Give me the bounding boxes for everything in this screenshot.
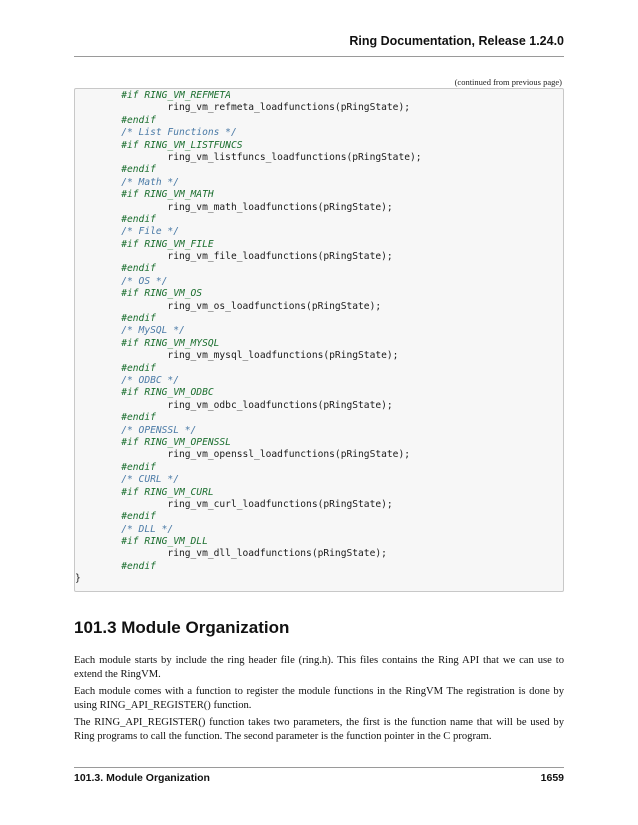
preprocessor-directive: #if RING_VM_DLL — [121, 536, 208, 548]
code-line — [75, 127, 563, 139]
continued-label: (continued from previous page) — [454, 77, 562, 87]
preprocessor-directive: #if RING_VM_REFMETA — [121, 90, 231, 101]
preprocessor-directive: #if RING_VM_MATH — [121, 189, 214, 201]
code-line — [75, 561, 563, 573]
code-statement: ring_vm_file_loadfunctions(pRingState); — [167, 251, 393, 263]
code-statement: ring_vm_curl_loadfunctions(pRingState); — [167, 498, 393, 510]
code-line — [75, 350, 563, 362]
code-line — [75, 251, 563, 263]
code-line — [75, 412, 563, 424]
code-comment: /* CURL */ — [121, 474, 179, 486]
code-line — [75, 536, 563, 548]
code-comment: /* OS */ — [121, 275, 168, 287]
preprocessor-directive: #endif — [121, 461, 156, 473]
preprocessor-directive: #endif — [121, 313, 156, 325]
code-comment: /* OPENSSL */ — [121, 424, 197, 436]
code-line — [75, 425, 563, 437]
code-line — [75, 511, 563, 523]
code-line — [75, 400, 563, 412]
code-line — [75, 152, 563, 164]
code-line — [75, 115, 563, 127]
preprocessor-directive: #endif — [121, 412, 156, 424]
code-line — [75, 90, 563, 102]
preprocessor-directive: #endif — [121, 164, 156, 176]
code-line — [75, 487, 563, 499]
footer-page-number: 1659 — [540, 772, 564, 784]
preprocessor-directive: #if RING_VM_OS — [121, 288, 203, 300]
code-lines — [75, 89, 563, 586]
code-line — [75, 449, 563, 461]
code-comment: /* MySQL */ — [121, 325, 185, 337]
code-statement: ring_vm_openssl_loadfunctions(pRingState); — [167, 449, 411, 461]
code-line — [75, 164, 563, 176]
code-line — [75, 226, 563, 238]
code-line — [75, 276, 563, 288]
code-statement: ring_vm_os_loadfunctions(pRingState); — [167, 300, 382, 312]
code-statement: } — [75, 573, 81, 585]
code-line — [75, 363, 563, 375]
paragraph-api-register: The RING_API_REGISTER() function takes two parameters, the first is the function name that will be used by Ring programs to call the function. The second parameter is the function pointer in the C program. — [74, 717, 564, 742]
code-statement: ring_vm_refmeta_loadfunctions(pRingState); — [167, 102, 411, 114]
section-heading: 101.3 Module Organization — [74, 618, 290, 637]
preprocessor-directive: #endif — [121, 213, 156, 225]
code-line — [75, 140, 563, 152]
code-statement: ring_vm_mysql_loadfunctions(pRingState); — [167, 350, 399, 362]
footer-section-label: 101.3. Module Organization — [74, 772, 210, 784]
code-statement: ring_vm_dll_loadfunctions(pRingState); — [167, 548, 387, 560]
code-line — [75, 301, 563, 313]
code-comment: /* File */ — [121, 226, 179, 238]
preprocessor-directive: #if RING_VM_ODBC — [121, 387, 214, 399]
paragraph-intro: Each module starts by include the ring header file (ring.h). This files contains the Ring API that we can use to extend the RingVM. — [74, 655, 564, 680]
footer-divider — [74, 767, 564, 768]
running-header-title: Ring Documentation, Release 1.24.0 — [349, 34, 564, 48]
code-line — [75, 214, 563, 226]
code-line — [75, 325, 563, 337]
code-line — [75, 102, 563, 114]
code-line — [75, 437, 563, 449]
code-line — [75, 202, 563, 214]
code-line — [75, 573, 563, 585]
code-line — [75, 239, 563, 251]
preprocessor-directive: #if RING_VM_FILE — [121, 238, 214, 250]
preprocessor-directive: #if RING_VM_LISTFUNCS — [121, 139, 243, 151]
preprocessor-directive: #endif — [121, 362, 156, 374]
code-line — [75, 474, 563, 486]
code-statement: ring_vm_math_loadfunctions(pRingState); — [167, 201, 393, 213]
code-line — [75, 375, 563, 387]
preprocessor-directive: #if RING_VM_MYSQL — [121, 337, 220, 349]
code-statement: ring_vm_listfuncs_loadfunctions(pRingState); — [167, 151, 422, 163]
code-line — [75, 548, 563, 560]
code-line — [75, 338, 563, 350]
preprocessor-directive: #endif — [121, 560, 156, 572]
code-comment: /* ODBC */ — [121, 374, 179, 386]
code-line — [75, 313, 563, 325]
code-block — [74, 88, 564, 592]
preprocessor-directive: #endif — [121, 511, 156, 523]
code-line — [75, 524, 563, 536]
code-comment: /* DLL */ — [121, 523, 174, 535]
preprocessor-directive: #endif — [121, 263, 156, 275]
paragraph-registration: Each module comes with a function to register the module functions in the RingVM The registration is done by using RING_API_REGISTER() function. — [74, 686, 564, 711]
code-line — [75, 263, 563, 275]
preprocessor-directive: #if RING_VM_OPENSSL — [121, 436, 231, 448]
code-line — [75, 288, 563, 300]
preprocessor-directive: #if RING_VM_CURL — [121, 486, 214, 498]
header-divider — [74, 56, 564, 57]
code-comment: /* List Functions */ — [121, 127, 237, 139]
code-line — [75, 387, 563, 399]
code-comment: /* Math */ — [121, 176, 179, 188]
code-line — [75, 189, 563, 201]
code-line — [75, 462, 563, 474]
code-line — [75, 499, 563, 511]
preprocessor-directive: #endif — [121, 114, 156, 126]
code-line — [75, 177, 563, 189]
code-statement: ring_vm_odbc_loadfunctions(pRingState); — [167, 399, 393, 411]
